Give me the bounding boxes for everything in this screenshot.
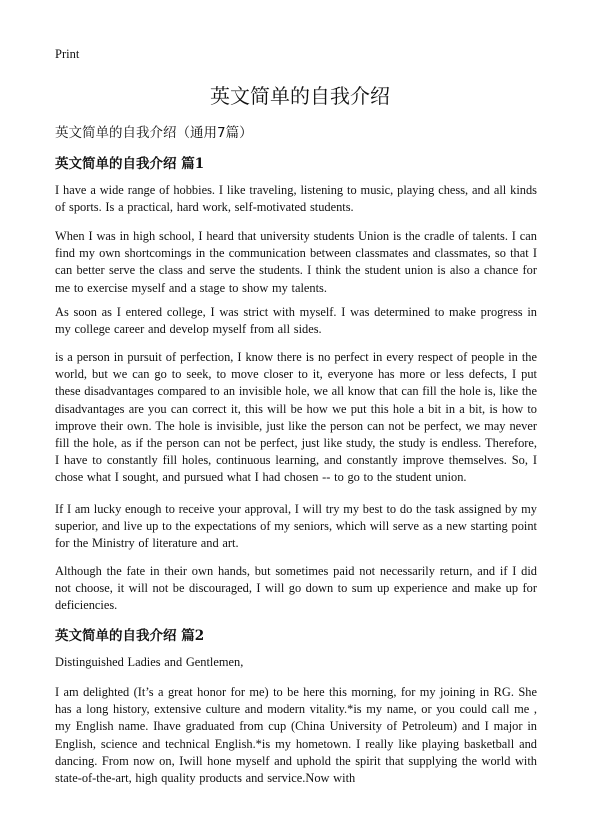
paragraph: I have a wide range of hobbies. I like traveling, listening to music, playing chess, and all kinds of sports. Is a practical, hard work, self-motivated students. (55, 183, 537, 215)
paragraph: When I was in high school, I heard that university students Union is the cradle of talents. I can find my own shortcomings in the communication between classmates and classmates, so that I can better serve the class and serve the students. I think the student union is also a chance for me to exercise myself and a stage to show my talents. (55, 229, 537, 295)
document-subtitle: 英文简单的自我介绍（通用7篇） (55, 125, 253, 141)
document-title: 英文简单的自我介绍 (210, 84, 390, 108)
paragraph: If I am lucky enough to receive your approval, I will try my best to do the task assigned by my superior, and live up to the expectations of my seniors, which will serve as a new starting point for the Ministry of literature and art. (55, 502, 537, 551)
paragraph: I am delighted (It’s a great honor for me) to be here this morning, for my joining in RG. She has a long history, extensive culture and modern vitality.*is my name, or you could call me , my English name. Ihave graduated from cup (China University of Petroleum) and I major in English, science and technical English.*is my hometown. I really like playing basketball and dancing. From now on, Iwill hone myself and uphold the spirit that supplying the world with state-of-the-art, high quality products and service.Now with (55, 685, 537, 786)
paragraph: is a person in pursuit of perfection, I know there is no perfect in every respect of people in the world, but we can go to seek, to move closer to it, everyone has more or less defects, I put these disadvantages compared to an invisible hole, we all know that can fill the hole is, like the disadvantages are you can correct it, this will be how we put this hole a bit in a bit, is how to improve their own. The hole is invisible, just like the person can not be perfect, we may never fill the hole, as if the person can not be perfect, just like study, the study is endless. Therefore, I have to constantly fill holes, continuous learning, and constantly improve themselves. So, I chose what I sought, and pursued what I had chosen -- to go to the student union. (55, 350, 537, 485)
paragraph: Although the fate in their own hands, but sometimes paid not necessarily return, and if I did not choose, it will not be discouraged, I will go down to sum up experience and make up for deficiencies. (55, 564, 537, 613)
section-heading-1: 英文简单的自我介绍 篇1 (55, 156, 205, 172)
paragraph: As soon as I entered college, I was strict with myself. I was determined to make progress in my college career and develop myself from all sides. (55, 305, 537, 337)
section-heading-2: 英文简单的自我介绍 篇2 (55, 628, 205, 644)
paragraph: Distinguished Ladies and Gentlemen, (55, 655, 244, 669)
print-label[interactable]: Print (55, 47, 80, 61)
